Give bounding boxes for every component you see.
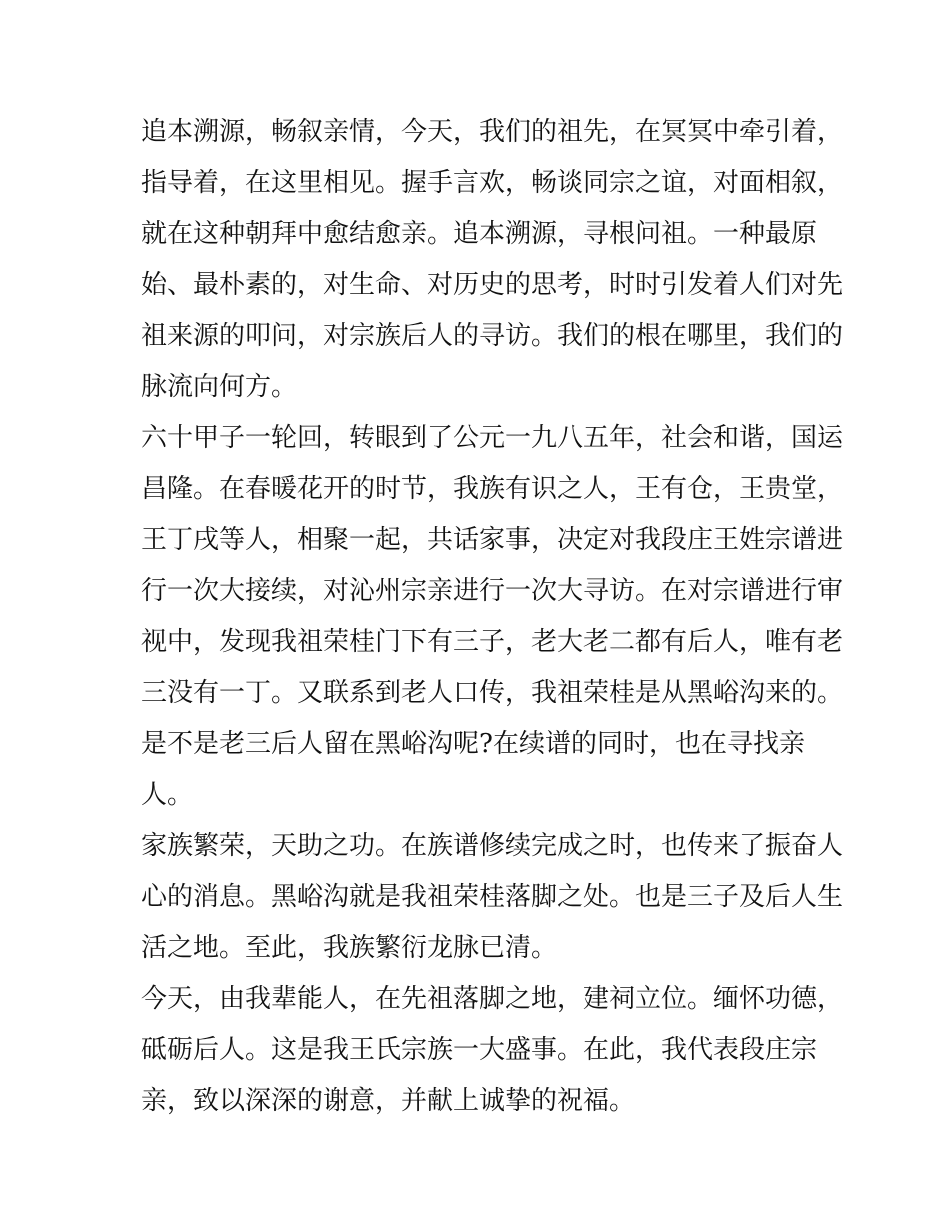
text-line: 六十甲子一轮回，转眼到了公元一九八五年，社会和谐，国运 [141,423,844,453]
text-line: 就在这种朝拜中愈结愈亲。追本溯源，寻根问祖。一种最原 [141,219,818,249]
paragraph-2 [141,413,844,821]
text-line: 视中，发现我祖荣桂门下有三子，老大老二都有后人，唯有老 [141,627,844,657]
text-line: 家族繁荣，天助之功。在族谱修续完成之时，也传来了振奋人 [141,831,844,861]
text-line: 今天，由我辈能人，在先祖落脚之地，建祠立位。缅怀功德， [141,984,844,1014]
text-line: 昌隆。在春暖花开的时节，我族有识之人，王有仓，王贵堂， [141,474,844,504]
text-line: 人。 [141,780,194,810]
text-line: 活之地。至此，我族繁衍龙脉已清。 [141,933,558,963]
text-line: 指导着，在这里相见。握手言欢，畅谈同宗之谊，对面相叙， [141,168,844,198]
text-line: 脉流向何方。 [141,372,298,402]
text-line: 追本溯源，畅叙亲情，今天，我们的祖先，在冥冥中牵引着， [141,117,844,147]
text-line: 行一次大接续，对沁州宗亲进行一次大寻访。在对宗谱进行审 [141,576,844,606]
text-line: 是不是老三后人留在黑峪沟呢?在续谱的同时，也在寻找亲 [141,729,805,759]
paragraph-3 [141,821,844,974]
text-line: 心的消息。黑峪沟就是我祖荣桂落脚之处。也是三子及后人生 [141,882,844,912]
text-line: 王丁戌等人，相聚一起，共话家事，决定对我段庄王姓宗谱进 [141,525,844,555]
text-line: 三没有一丁。又联系到老人口传，我祖荣桂是从黑峪沟来的。 [141,678,844,708]
paragraph-4 [141,974,844,1127]
text-line: 砥砺后人。这是我王氏宗族一大盛事。在此，我代表段庄宗 [141,1035,818,1065]
paragraph-1 [141,107,844,413]
text-line: 始、最朴素的，对生命、对历史的思考，时时引发着人们对先 [141,270,844,300]
text-line: 亲，致以深深的谢意，并献上诚挚的祝福。 [141,1086,636,1116]
text-line: 祖来源的叩问，对宗族后人的寻访。我们的根在哪里，我们的 [141,321,844,351]
document-body [141,107,844,1127]
